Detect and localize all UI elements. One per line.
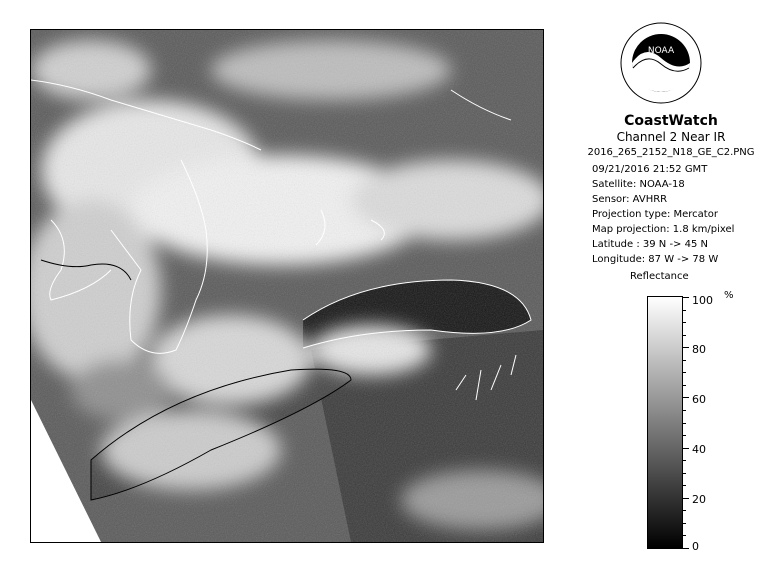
colorbar-tick <box>683 460 686 461</box>
colorbar-ticks <box>683 294 743 553</box>
colorbar-tick <box>683 372 686 373</box>
tick-label-100: 100 <box>692 294 713 307</box>
noaa-logo <box>620 22 702 104</box>
legend-unit: % <box>724 290 734 301</box>
satellite-image-svg <box>31 30 543 542</box>
logo-text: NOAA <box>647 46 675 56</box>
colorbar-tick <box>683 498 689 499</box>
page-title: CoastWatch <box>624 113 718 129</box>
legend-title: Reflectance <box>630 271 689 282</box>
tick-label-40: 40 <box>692 443 706 456</box>
colorbar-tick <box>683 523 686 524</box>
colorbar-tick <box>683 548 689 549</box>
colorbar-tick <box>683 485 686 486</box>
colorbar-tick <box>683 535 686 536</box>
longitude-text: Longitude: 87 W -> 78 W <box>592 254 719 265</box>
metadata-panel <box>592 162 734 267</box>
colorbar-tick <box>683 410 686 411</box>
tick-label-0: 0 <box>692 540 699 553</box>
colorbar-tick <box>683 335 686 336</box>
colorbar <box>647 296 683 549</box>
tick-label-60: 60 <box>692 393 706 406</box>
latitude-text: Latitude : 39 N -> 45 N <box>592 239 708 250</box>
colorbar-tick <box>683 448 689 449</box>
colorbar-tick <box>683 423 686 424</box>
noaa-seal-icon <box>620 22 702 104</box>
colorbar-tick <box>683 322 686 323</box>
colorbar-tick <box>683 385 686 386</box>
tick-label-80: 80 <box>692 343 706 356</box>
colorbar-tick <box>683 397 689 398</box>
colorbar-tick <box>683 347 689 348</box>
projection-type-text: Projection type: Mercator <box>592 209 718 220</box>
image-filename: 2016_265_2152_N18_GE_C2.PNG <box>587 147 755 158</box>
colorbar-tick <box>683 473 686 474</box>
colorbar-tick <box>683 360 686 361</box>
sensor-text: Sensor: AVHRR <box>592 194 668 205</box>
colorbar-tick <box>683 435 686 436</box>
colorbar-tick <box>683 310 686 311</box>
datetime-text: 09/21/2016 21:52 GMT <box>592 164 708 175</box>
channel-subtitle: Channel 2 Near IR <box>616 130 726 144</box>
image-grain <box>31 30 543 542</box>
satellite-image <box>30 29 544 543</box>
satellite-text: Satellite: NOAA-18 <box>592 179 685 190</box>
map-projection-text: Map projection: 1.8 km/pixel <box>592 224 735 235</box>
colorbar-tick <box>683 510 686 511</box>
colorbar-tick <box>683 297 689 298</box>
tick-label-20: 20 <box>692 493 706 506</box>
